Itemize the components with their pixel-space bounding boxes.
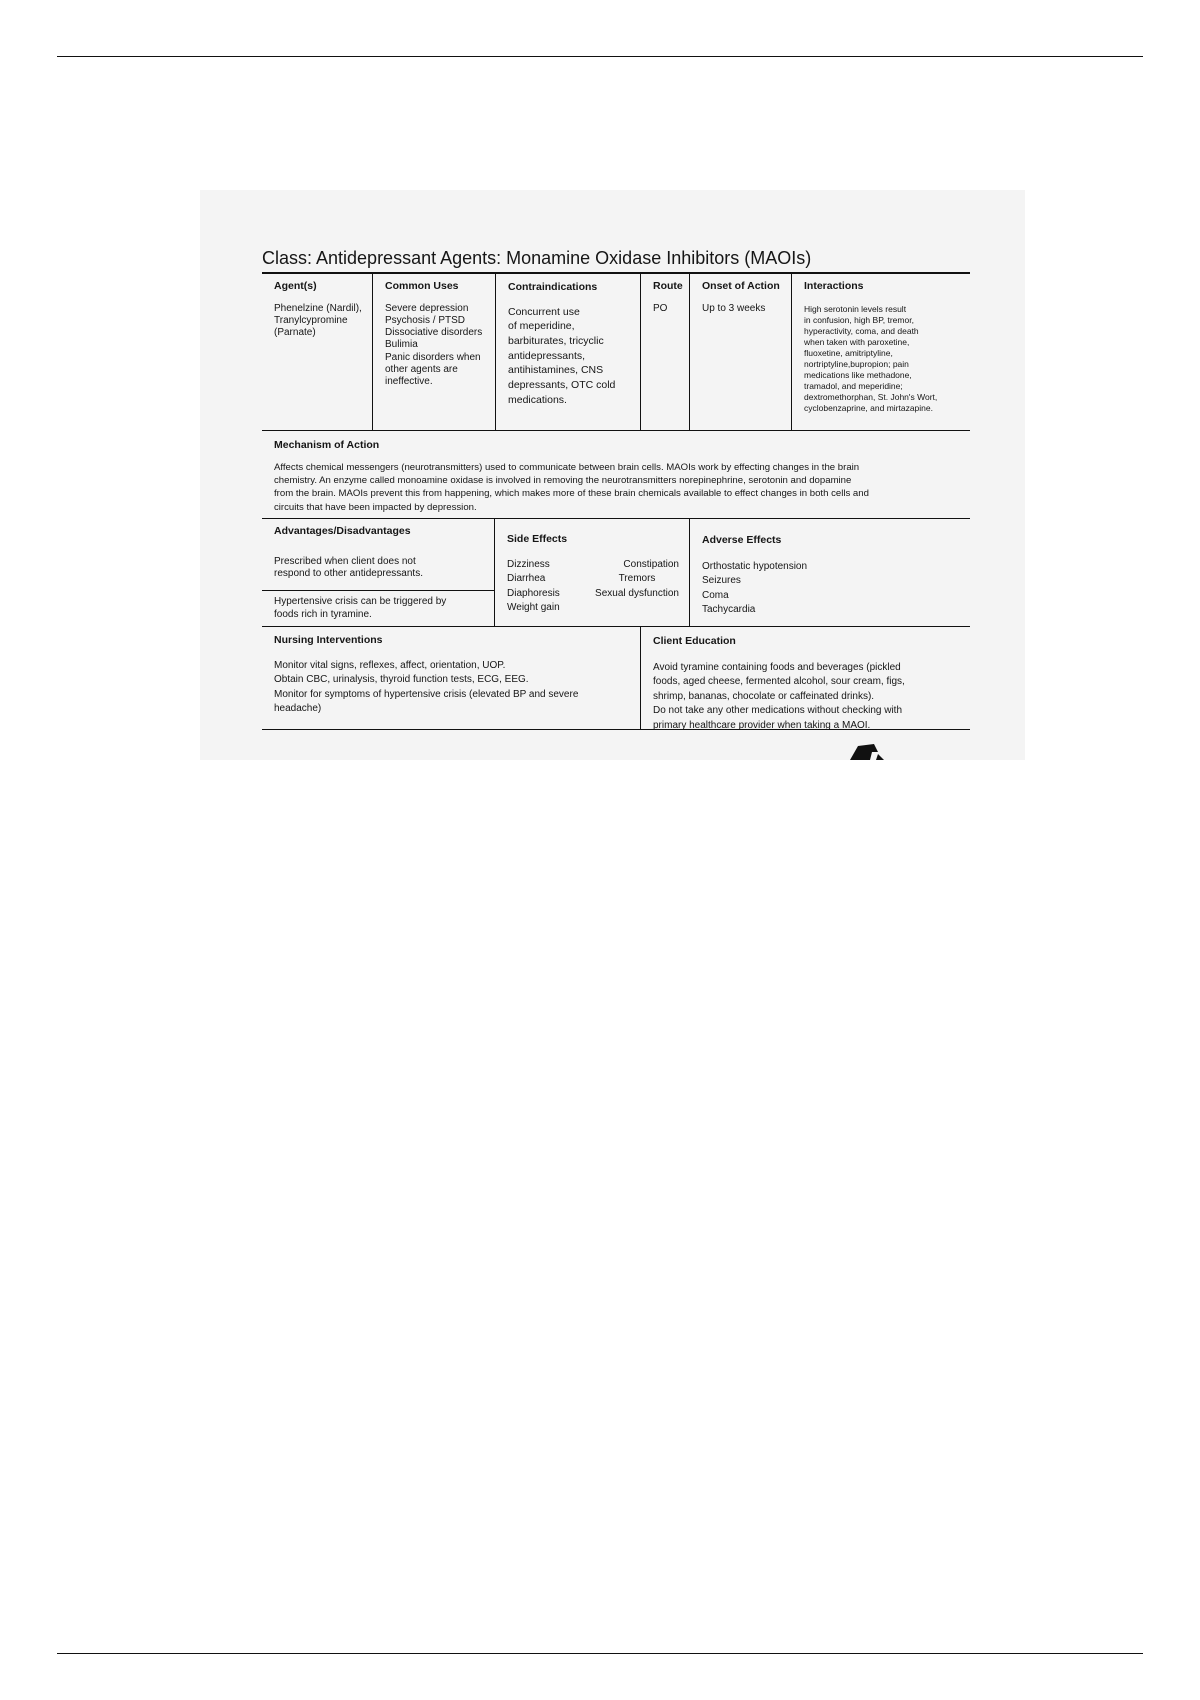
page-top-rule (57, 56, 1143, 57)
disadvantage-line: foods rich in tyramine. (274, 608, 372, 620)
agents-line: Tranylcypromine (274, 314, 348, 326)
advantage-line: respond to other antidepressants. (274, 567, 423, 579)
contraindications-line: depressants, OTC cold (508, 379, 616, 392)
education-line: Do not take any other medications without checking with (653, 705, 903, 717)
common-uses-header: Common Uses (385, 280, 459, 292)
adverse-effect-item: Coma (702, 589, 729, 601)
education-line: primary healthcare provider when taking a MAOI. (653, 719, 871, 731)
advantages-header: Advantages/Disadvantages (274, 524, 411, 537)
interactions-line: High serotonin levels result (804, 303, 907, 314)
common-uses-line: Severe depression (385, 302, 469, 314)
agents-cell (262, 274, 372, 430)
adverse-effect-item: Tachycardia (702, 604, 756, 616)
contraindications-line: of meperidine, (508, 320, 575, 333)
nursing-line: Obtain CBC, urinalysis, thyroid function tests, ECG, EEG. (274, 674, 529, 686)
interactions-line: cyclobenzaprine, and mirtazapine. (804, 403, 933, 414)
contraindications-header: Contraindications (508, 281, 598, 293)
agents-line: Phenelzine (Nardil), (274, 302, 362, 314)
contraindications-line: antidepressants, (508, 349, 586, 362)
mechanism-line: from the brain. MAOIs prevent this from happening, which makes more of these brain chemicals available to effect changes in both cells and (274, 488, 869, 500)
side-effect-item: Diaphoresis (507, 587, 560, 599)
advantage-line: Prescribed when client does not (274, 555, 416, 567)
mechanism-section (262, 431, 970, 519)
education-line: foods, aged cheese, fermented alcohol, sour cream, figs, (653, 676, 905, 688)
education-line: Avoid tyramine containing foods and beverages (pickled (653, 661, 901, 673)
interactions-line: fluoxetine, amitriptyline, (804, 347, 893, 358)
common-uses-line: Psychosis / PTSD (385, 314, 466, 326)
mechanism-text (274, 461, 958, 514)
side-effects-list (507, 558, 679, 616)
client-education-cell (640, 627, 970, 729)
adverse-effects-cell (689, 519, 970, 626)
education-header: Client Education (653, 634, 736, 647)
contraindications-line: antihistamines, CNS (508, 364, 604, 377)
onset-value: Up to 3 weeks (702, 302, 766, 314)
common-uses-line: Bulimia (385, 339, 418, 351)
side-effects-header: Side Effects (507, 532, 568, 545)
common-uses-cell (372, 274, 495, 430)
drug-info-row (262, 274, 970, 431)
contraindications-cell (495, 274, 640, 430)
side-effects-cell (494, 519, 689, 626)
advantages-cell (262, 519, 494, 626)
nursing-line: Monitor vital signs, reflexes, affect, orientation, UOP. (274, 659, 506, 671)
nursing-header: Nursing Interventions (274, 633, 383, 646)
education-line: shrimp, bananas, chocolate or caffeinated drinks). (653, 690, 875, 702)
side-effect-item: Weight gain (507, 602, 560, 614)
onset-cell (689, 274, 791, 430)
onset-header: Onset of Action (702, 280, 780, 292)
interactions-line: in confusion, high BP, tremor, (804, 314, 914, 325)
drug-class-card (262, 245, 970, 730)
agents-line: (Parnate) (274, 327, 316, 339)
side-effect-item: Diarrhea (507, 573, 546, 585)
mechanism-line: Affects chemical messengers (neurotransmitters) used to communicate between brain cells. MAOIs work by effecting changes in the brain (274, 461, 860, 473)
interactions-line: hyperactivity, coma, and death (804, 325, 919, 336)
mechanism-header: Mechanism of Action (274, 439, 380, 451)
route-value: PO (653, 302, 668, 314)
side-effect-item: Constipation (623, 558, 679, 570)
nursing-line: headache) (274, 703, 322, 715)
adverse-effect-item: Seizures (702, 575, 741, 587)
adverse-effect-item: Orthostatic hypotension (702, 560, 808, 572)
contraindications-line: medications. (508, 393, 567, 406)
nursing-line: Monitor for symptoms of hypertensive crisis (elevated BP and severe (274, 688, 579, 700)
interactions-line: medications like methadone, (804, 369, 912, 380)
adverse-effects-header: Adverse Effects (702, 533, 782, 546)
interactions-line: nortriptyline,bupropion; pain (804, 358, 909, 369)
side-effect-item: Tremors (618, 573, 656, 585)
publisher-logo-icon (848, 742, 888, 760)
common-uses-line: other agents are (385, 363, 458, 375)
interventions-row (262, 627, 970, 730)
disadvantage-line: Hypertensive crisis can be triggered by (274, 596, 447, 608)
mechanism-line: chemistry. An enzyme called monoamine oxidase is involved in removing the neurotransmitters norepinephrine, serotonin and dopamine (274, 475, 852, 487)
side-effect-item: Dizziness (507, 558, 550, 570)
interactions-cell (791, 274, 970, 430)
effects-row (262, 519, 970, 627)
disadvantages-block (262, 591, 494, 625)
interactions-line: dextromethorphan, St. John's Wort, (804, 392, 938, 403)
nursing-interventions-cell (262, 627, 640, 729)
common-uses-line: Dissociative disorders (385, 327, 483, 339)
interactions-header: Interactions (804, 280, 864, 292)
interactions-line: tramadol, and meperidine; (804, 380, 903, 391)
contraindications-line: barbiturates, tricyclic (508, 335, 604, 348)
common-uses-line: ineffective. (385, 375, 433, 387)
contraindications-line: Concurrent use (508, 305, 580, 318)
advantages-block (262, 519, 494, 592)
side-effect-item: Sexual dysfunction (595, 587, 679, 599)
page-bottom-rule (57, 1653, 1143, 1654)
card-title: Class: Antidepressant Agents: Monamine Oxidase Inhibitors (MAOIs) (262, 245, 970, 274)
mechanism-line: circuits that have been impacted by depression. (274, 501, 477, 513)
common-uses-line: Panic disorders when (385, 351, 481, 363)
agents-header: Agent(s) (274, 280, 317, 292)
interactions-line: when taken with paroxetine, (804, 336, 910, 347)
route-cell (640, 274, 689, 430)
route-header: Route (653, 280, 683, 292)
